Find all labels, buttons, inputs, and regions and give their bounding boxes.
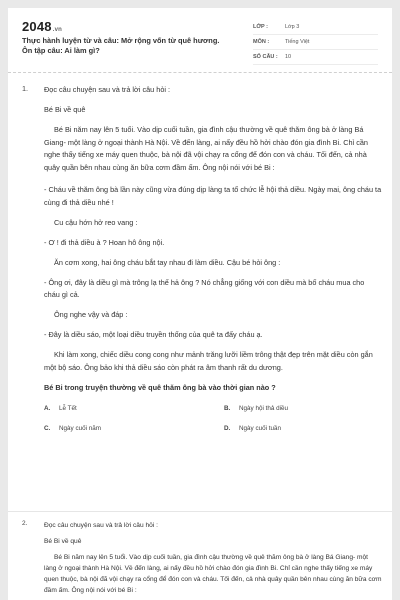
- question-separator: [8, 511, 392, 512]
- question-instruction: Đọc câu chuyện sau và trả lời câu hỏi :: [44, 85, 171, 94]
- option-text: Ngày cuối tuần: [239, 424, 282, 432]
- question-number: 1.: [22, 84, 29, 93]
- story-paragraph: - Đây là diều sáo, một loại diều truyền thống của quê ta đấy cháu ạ.: [44, 330, 263, 339]
- option-letter: D.: [224, 424, 231, 432]
- question-prompt: Bé Bi trong truyện thường về quê thăm ông bà vào thời gian nào ?: [44, 383, 276, 392]
- story-paragraph: Bé Bi năm nay lên 5 tuổi. Vào dịp cuối tuần, gia đình cậu thường về quê thăm ông bà ở làng Bá Giang- một làng ở ngoại thành Hà Nội. Về đến làng, ai nấy đều hồ hởi chào đón gia đình Bi. Chỉ cần nghe thấy tiếng xe máy quen thuộc, bà nội đã vội chạy ra cổng để đón con và cháu. Tối đến, cả nhà quây quần bên nhau cùng ăn bữa cơm đầm ấm. Ông nội nói với bé Bi :: [44, 554, 382, 594]
- question-1: [22, 84, 382, 432]
- story-paragraph: - Ông ơi, đây là diều gì mà trông lạ thế hả ông ? Nó chẳng giống với con diều mà bố cháu mua cho cháu gì cả.: [44, 277, 365, 299]
- option-letter: A.: [44, 404, 51, 412]
- answer-option-b[interactable]: [224, 405, 392, 412]
- meta-value: 10: [285, 54, 292, 60]
- option-letter: C.: [44, 424, 51, 432]
- meta-key: MÔN :: [253, 39, 270, 45]
- option-letter: B.: [224, 404, 231, 412]
- answer-option-d[interactable]: [224, 425, 392, 432]
- site-logo[interactable]: [22, 19, 62, 34]
- question-instruction: Đọc câu chuyện sau và trả lời câu hỏi :: [44, 522, 158, 529]
- story-title: Bé Bi về quê: [44, 105, 86, 114]
- story-paragraph: Ăn cơm xong, hai ông cháu bắt tay nhau đi làm diều. Cậu bé hỏi ông :: [54, 257, 281, 267]
- meta-value: Tiếng Việt: [285, 39, 310, 45]
- question-2: [22, 520, 382, 600]
- story-paragraph: Bé Bi năm nay lên 5 tuổi. Vào dịp cuối tuần, gia đình cậu thường về quê thăm ông bà ở làng Bá Giang- một làng ở ngoại thành Hà Nội. Về đến làng, ai nấy đều hồ hởi chào đón gia đình Bi. Chỉ cần nghe thấy tiếng xe máy quen thuộc, bà nội đã vội chạy ra cổng để đón con và cháu. Tối đến, cả nhà quây quần bên nhau cùng ăn bữa cơm đầm ấm. Ông nội nói với bé Bi :: [44, 125, 368, 172]
- worksheet-title: Thực hành luyện từ và câu: Mở rộng vốn từ quê hương. Ôn tập câu: Ai làm gì?: [22, 36, 220, 55]
- worksheet-header: [8, 8, 392, 70]
- answer-option-a[interactable]: [44, 405, 224, 412]
- answer-option-c[interactable]: [44, 425, 224, 432]
- story-paragraph: Khi làm xong, chiếc diều cong cong như mảnh trăng lưỡi liềm trông thật đẹp trên mặt diều còn gắn một bộ sáo. Ông bảo khi thả diều sáo còn phát ra âm thanh rất du dương.: [44, 350, 373, 372]
- logo-text: 2048: [22, 19, 52, 34]
- story-paragraph: Cu cậu hớn hở reo vang :: [54, 217, 138, 227]
- question-number: 2.: [22, 520, 28, 527]
- question-body: [44, 84, 382, 395]
- option-text: Lễ Tết: [59, 404, 77, 412]
- meta-value: Lớp 3: [285, 24, 300, 30]
- option-text: Ngày hội thả diều: [239, 404, 289, 412]
- worksheet-page: [8, 8, 392, 600]
- meta-row-count: [253, 50, 378, 65]
- story-paragraph: Ông nghe vậy và đáp :: [54, 310, 128, 319]
- logo-suffix: .vn: [52, 27, 63, 33]
- header-divider: [8, 72, 392, 73]
- answer-options: [44, 405, 382, 432]
- worksheet-meta: [253, 20, 378, 65]
- story-paragraph: - Cháu về thăm ông bà lần này cũng vừa đúng dịp làng ta tổ chức lễ hội thả diều. Ngày mai, ông cháu ta cùng đi thả diều nhé !: [44, 185, 382, 207]
- meta-key: LỚP :: [253, 24, 268, 30]
- option-text: Ngày cuối năm: [59, 424, 101, 432]
- meta-row-grade: [253, 20, 378, 35]
- story-title: Bé Bi về quê: [44, 538, 82, 545]
- question-body: [44, 520, 382, 596]
- meta-key: SỐ CÂU :: [253, 54, 278, 60]
- story-paragraph: - Ơ ! đi thả diều à ? Hoan hô ông nội.: [44, 237, 165, 247]
- meta-row-subject: [253, 35, 378, 50]
